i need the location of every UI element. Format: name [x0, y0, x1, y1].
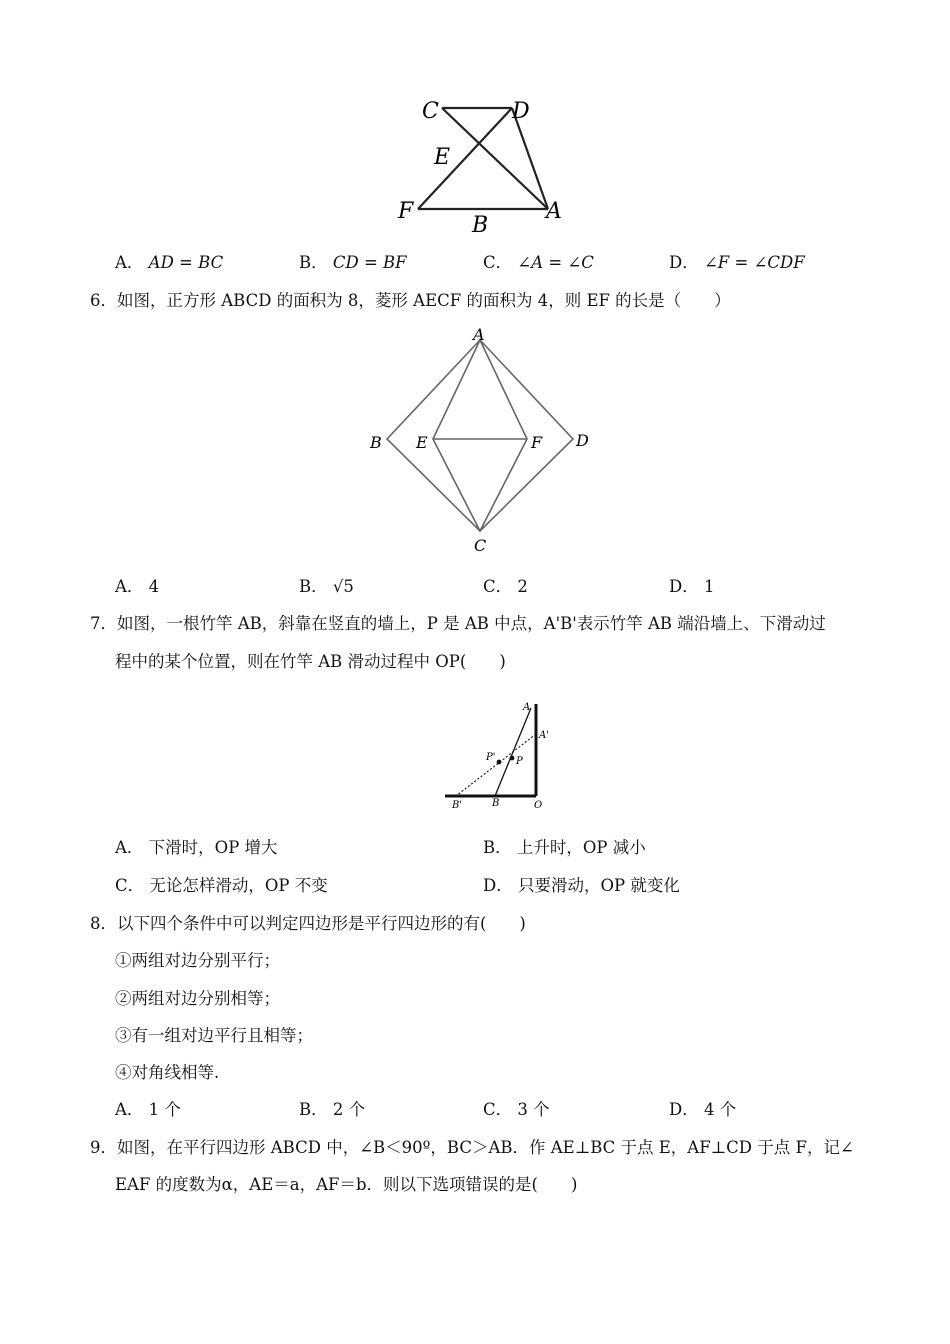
- q6-option-d[interactable]: [669, 573, 714, 597]
- q6-option-b[interactable]: [299, 573, 354, 597]
- option-text: 2: [517, 577, 528, 596]
- label-P: P: [516, 756, 523, 767]
- q6-option-c[interactable]: [483, 573, 528, 597]
- q5-option-a[interactable]: [115, 249, 223, 273]
- option-letter: D．: [669, 1100, 699, 1119]
- question-number: 7．: [90, 614, 117, 633]
- q5-option-d[interactable]: [669, 249, 805, 273]
- option-letter: B．: [299, 253, 328, 272]
- option-text: ∠F = ∠CDF: [703, 253, 805, 272]
- point-P: [510, 756, 515, 761]
- option-letter: B．: [483, 838, 512, 857]
- label-F: F: [398, 199, 414, 224]
- option-letter: A．: [115, 838, 144, 857]
- option-text: 上升时，OP 减小: [516, 838, 646, 857]
- question-number: 9．: [90, 1138, 117, 1157]
- option-text: 只要滑动，OP 就变化: [517, 876, 680, 895]
- label-C: C: [422, 99, 439, 124]
- q8-option-c[interactable]: [483, 1096, 550, 1120]
- option-text: 3 个: [517, 1100, 550, 1119]
- label-C: C: [474, 536, 487, 555]
- label-A-prime: A': [539, 730, 549, 741]
- question-number: 8．: [90, 914, 117, 933]
- option-text: 4 个: [703, 1100, 737, 1119]
- option-letter: D．: [669, 253, 699, 272]
- option-text: 无论怎样滑动，OP 不变: [149, 876, 328, 895]
- label-P-prime: P': [486, 752, 496, 763]
- label-B-prime: B': [452, 800, 463, 811]
- figure-sliding-pole: [440, 698, 560, 813]
- option-text: √5: [332, 577, 354, 596]
- q8-option-a[interactable]: [115, 1096, 181, 1120]
- label-B: B: [492, 798, 500, 809]
- q8-item-3: ③有一组对边平行且相等；: [115, 1026, 313, 1045]
- question-text: 以下四个条件中可以判定四边形是平行四边形的有( ): [117, 914, 526, 933]
- label-B: B: [472, 213, 489, 238]
- q8-stem: [90, 910, 526, 934]
- option-letter: D．: [483, 876, 513, 895]
- question-text: 如图，在平行四边形 ABCD 中，∠B＜90º，BC＞AB．作 AE⊥BC 于点 E，AF⊥CD 于点 F，记∠: [117, 1138, 854, 1157]
- option-letter: B．: [299, 577, 328, 596]
- q5-option-b[interactable]: [299, 249, 407, 273]
- q9-stem-line1: [90, 1134, 854, 1158]
- q5-option-c[interactable]: [483, 249, 594, 273]
- option-text: 2 个: [332, 1100, 366, 1119]
- option-letter: C．: [483, 253, 513, 272]
- q8-option-b[interactable]: [299, 1096, 365, 1120]
- q8-item-2: ②两组对边分别相等；: [115, 989, 280, 1008]
- q7-option-b[interactable]: [483, 834, 646, 858]
- q8-item-4: ④对角线相等.: [115, 1063, 220, 1082]
- question-number: 6．: [90, 291, 117, 310]
- label-A: A: [546, 199, 562, 224]
- option-text: ∠A = ∠C: [517, 253, 594, 272]
- label-A: A: [473, 326, 485, 344]
- option-letter: A．: [115, 253, 144, 272]
- option-text: AD = BC: [148, 253, 224, 272]
- q7-option-a[interactable]: [115, 834, 278, 858]
- q7-stem-line1: [90, 610, 826, 634]
- option-letter: C．: [483, 577, 513, 596]
- option-letter: C．: [115, 876, 145, 895]
- question-text: 如图，一根竹竿 AB，斜靠在竖直的墙上，P 是 AB 中点，A'B'表示竹竿 AB 端沿墙上、下滑动过: [117, 614, 826, 633]
- label-O: O: [534, 800, 543, 811]
- point-P-prime: [497, 760, 502, 765]
- q8-option-d[interactable]: [669, 1096, 736, 1120]
- option-text: 4: [148, 577, 160, 596]
- q9-stem-line2: EAF 的度数为α，AE＝a，AF＝b．则以下选项错误的是( ): [115, 1175, 578, 1194]
- option-text: 下滑时，OP 增大: [148, 838, 278, 857]
- figure-parallelogram-cdab: [390, 92, 580, 242]
- q6-option-a[interactable]: [115, 573, 159, 597]
- label-F: F: [531, 433, 543, 452]
- label-B: B: [370, 433, 382, 452]
- figure-square-rhombus: [360, 326, 610, 558]
- label-A: A: [523, 702, 531, 713]
- q7-stem-line2: 程中的某个位置，则在竹竿 AB 滑动过程中 OP( ): [115, 652, 506, 671]
- option-text: 1: [703, 577, 715, 596]
- q8-item-1: ①两组对边分别平行；: [115, 951, 280, 970]
- option-letter: A．: [115, 577, 144, 596]
- label-E: E: [434, 145, 451, 170]
- option-text: CD = BF: [332, 253, 407, 272]
- label-E: E: [416, 433, 428, 452]
- option-letter: B．: [299, 1100, 328, 1119]
- q6-stem: [90, 287, 731, 311]
- option-letter: A．: [115, 1100, 144, 1119]
- option-text: 1 个: [148, 1100, 181, 1119]
- option-letter: D．: [669, 577, 699, 596]
- question-text: 如图，正方形 ABCD 的面积为 8，菱形 AECF 的面积为 4，则 EF 的长是（ ）: [117, 291, 731, 310]
- q7-option-c[interactable]: [115, 872, 328, 896]
- q7-option-d[interactable]: [483, 872, 680, 896]
- label-D: D: [512, 99, 530, 124]
- option-letter: C．: [483, 1100, 513, 1119]
- label-D: D: [576, 431, 589, 450]
